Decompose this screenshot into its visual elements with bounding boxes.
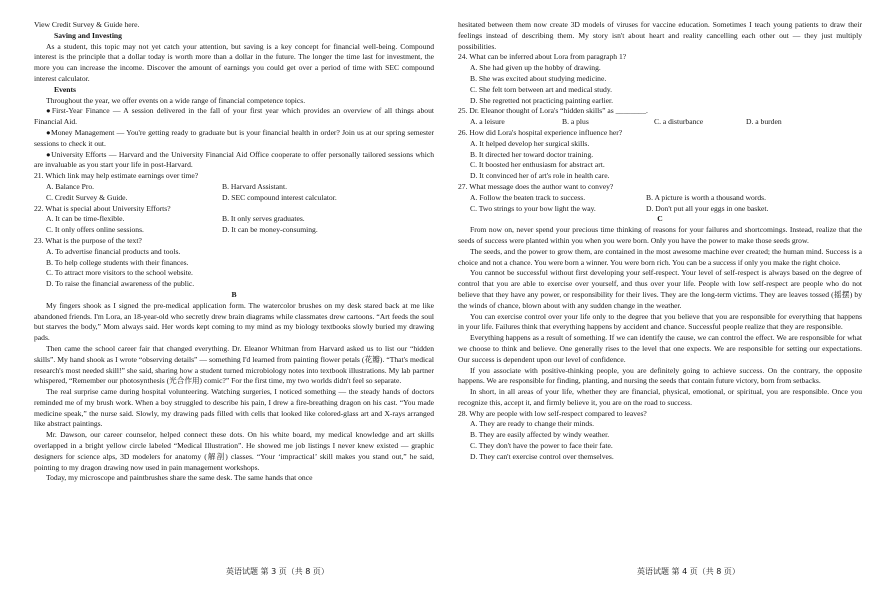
question: 26. How did Lora's hospital experience influence her?	[458, 127, 623, 137]
answer-options-row	[458, 204, 862, 215]
paragraph: View Credit Survey & Guide here.	[34, 20, 140, 29]
paragraph: hesitated between them now create 3D models of viruses for vaccine education. Sometimes I teach young patients to draw their feelings instead of describing them. My story isn't about heart and reality cancelling each other out — they just multiply possibilities.	[458, 20, 862, 51]
page-4-column	[458, 20, 862, 463]
answer-option: C. To attract more visitors to the school website.	[46, 268, 193, 278]
question: 21. Which link may help estimate earnings over time?	[34, 171, 199, 181]
event-bullet: ●University Efforts — Harvard and the University Financial Aid Office cooperate to offer personally tailored sessions which are invaluable as you start your life in post-Harvard.	[34, 149, 434, 170]
answer-option: A. It helped develop her surgical skills.	[470, 138, 590, 148]
answer-options-row	[34, 225, 434, 236]
answer-option: D. She regretted not practicing painting earlier.	[470, 95, 613, 105]
answer-option: D. They can't exercise control over themselves.	[470, 451, 614, 461]
event-bullet: ●First-Year Finance — A session delivered in the fall of your first year which provides an overview of all things about Financial Aid.	[34, 106, 434, 127]
section-heading: Saving and Investing	[54, 30, 122, 40]
answer-options-row	[34, 214, 434, 225]
passage-label: C	[657, 214, 663, 224]
answer-option: C. She felt torn between art and medical study.	[470, 84, 613, 94]
paragraph: From now on, never spend your precious time thinking of reasons for your failures and shortcomings. Instead, realize that the seeds of success were planted within you when you were born. Only you have the power to make those seeds grow.	[458, 225, 862, 245]
paragraph: You cannot be successful without first developing your self-respect. Your level of self-respect is always based on the degree of control that you are able to exercise over yourself, and thus over your life. People with low self-respect are people who do not believe that they have any power, or responsibility for their lives. They are the long-term victims. They are leaves tossed (摇摆) by the winds of chance, blown about with any sudden change in the weather.	[458, 268, 862, 310]
answer-option: D. It can be money-consuming.	[222, 225, 318, 235]
paragraph: The seeds, and the power to grow them, are contained in the most awesome machine ever created; the human mind. Success is a choice and not a chance. You were born a winner. You were born rich. You can be a success if only you make the right choice.	[458, 246, 862, 267]
question: 25. Dr. Eleanor thought of Lora's “hidden skills” as ________.	[458, 106, 648, 116]
answer-option: D. SEC compound interest calculator.	[222, 192, 337, 202]
answer-option: B. They are easily affected by windy weather.	[470, 430, 610, 440]
answer-option: A. Follow the beaten track to success.	[470, 192, 586, 202]
answer-option: D. It convinced her of art's role in health care.	[470, 171, 610, 181]
question: 24. What can be inferred about Lora from paragraph 1?	[458, 52, 627, 62]
answer-options-row	[458, 193, 862, 204]
paragraph: Then came the school career fair that changed everything. Dr. Eleanor Whitman from Harvard asked us to list our “hidden skills”. My hand shook as I wrote “observing details” — something I'd learned from painting flower petals (花瓣). “That's medical research's most needed skill!” she said, sharing how a student turned microbiology notes into textbook illustrations. My lab partner whispered, “Remember our photosynthesis (光合作用) comic?” For the first time, my two worlds didn't feel so separate.	[34, 343, 434, 386]
question: 28. Why are people with low self-respect compared to leaves?	[458, 408, 647, 418]
section-heading: Events	[54, 84, 76, 94]
answer-option: B. It only serves graduates.	[222, 214, 305, 224]
answer-option: D. Don't put all your eggs in one basket.	[646, 203, 769, 213]
paragraph: If you associate with positive-thinking people, you are definitely going to achieve success. On the contrary, the opposite happens. We are responsible for finding, planting, and nursing the seeds that contain future victory, born from setbacks.	[458, 365, 862, 386]
answer-option: A. a leisure	[470, 117, 505, 127]
answer-option: B. She was excited about studying medicine.	[470, 73, 607, 83]
answer-option: D. To raise the financial awareness of the public.	[46, 279, 195, 289]
answer-option: A. They are ready to change their minds.	[470, 419, 595, 429]
answer-option: C. It only offers online sessions.	[46, 225, 144, 235]
answer-option: C. They don't have the power to face their fate.	[470, 441, 613, 451]
paragraph: As a student, this topic may not yet catch your attention, but saving is a key concept for financial well-being. Compound interest is the principle that a dollar today is worth more than a dollar in the future. The longer the time last for investment, the more you can increase the income. Discover the amount of earnings you could get over a period of time with SEC compound interest calculator.	[34, 41, 434, 83]
paragraph: Mr. Dawson, our career counselor, helped connect these dots. On his white board, my medical knowledge and art skills overlapped in a bright yellow circle labeled “Medical Illustration”. He showed me job listings I never knew existed — graphic designers for science alps, 3D modelers for anatomy (解剖) classes. “Your ‘impractical’ skill makes you stand out,” he said, pointing to my dragon drawing now used in pain management workshops.	[34, 430, 434, 472]
answer-option: B. a plus	[562, 117, 589, 127]
passage-label: B	[231, 289, 237, 299]
paragraph: The real surprise came during hospital volunteering. Watching surgeries, I noticed something — the steady hands of doctors reminded me of my brush work. When a boy struggled to describe his pain, I drew a fire-breathing dragon on his cast. “You made medicine speak,” the nurse said. Slowly, my drawing pads filled with cells that looked like colored-glass art and X-rays arranged like abstract paintings.	[34, 387, 434, 429]
answer-options-row	[34, 182, 434, 193]
answer-options-row	[34, 193, 434, 204]
page-4-footer: 英语试题 第 4 页（共 8 页）	[637, 567, 740, 576]
paragraph: Everything happens as a result of something. If we can identify the cause, we can control the effect. We are responsible for what we choose to think and believe. One generally rises to the level that one expects. We are responsible for setting our expectations. Our success is dependent upon our level of confidence.	[458, 333, 862, 364]
answer-options-row	[458, 117, 862, 128]
paragraph: Today, my microscope and paintbrushes share the same desk. The same hands that once	[46, 473, 313, 483]
answer-option: A. She had given up the hobby of drawing.	[470, 63, 601, 73]
paragraph: My fingers shook as I signed the pre-medical application form. The watercolor brushes on my desk stared back at me like abandoned friends. I'm Lora, an 18-year-old who secretly drew brain diagrams while classmates drew cartoons. “Art feeds the soul but starves the body,” Mom always said. Her words kept coming to my mind as my biology textbooks slowly buried my drawing pads.	[34, 300, 434, 343]
question: 27. What message does the author want to convey?	[458, 181, 614, 191]
answer-option: B. Harvard Assistant.	[222, 181, 287, 191]
answer-option: D. a burden	[746, 117, 782, 127]
page-3-footer: 英语试题 第 3 页（共 8 页）	[226, 567, 329, 576]
question: 23. What is the purpose of the text?	[34, 235, 142, 245]
answer-option: B. It directed her toward doctor training.	[470, 149, 594, 159]
paragraph: You can exercise control over your life only to the degree that you believe that you are responsible for everything that happens in your life. Failures think that everything happens by accident and chance. Successful people realize that they are responsible.	[458, 311, 862, 332]
question: 22. What is special about University Efforts?	[34, 203, 171, 213]
answer-option: B. A picture is worth a thousand words.	[646, 192, 767, 202]
answer-option: C. a disturbance	[654, 117, 704, 127]
answer-option: C. It boosted her enthusiasm for abstract art.	[470, 160, 605, 170]
page-3-column	[34, 20, 434, 484]
answer-option: C. Credit Survey & Guide.	[46, 192, 128, 202]
answer-option: C. Two strings to your bow light the way.	[470, 203, 596, 213]
answer-option: A. To advertise financial products and tools.	[46, 246, 181, 256]
answer-option: B. To help college students with their finances.	[46, 257, 189, 267]
answer-option: A. Balance Pro.	[46, 181, 95, 191]
event-bullet: ●Money Management — You're getting ready to graduate but is your financial health in order? Join us at our spring semester sessions to check it out.	[34, 127, 434, 148]
answer-option: A. It can be time-flexible.	[46, 214, 125, 224]
paragraph: In short, in all areas of your life, whether they are financial, physical, emotional, or spiritual, you are responsible. Once you recognize this, accept it, and firmly believe it, you are on the road to success.	[458, 387, 862, 407]
paragraph: Throughout the year, we offer events on a wide range of financial competence topics.	[46, 95, 306, 105]
